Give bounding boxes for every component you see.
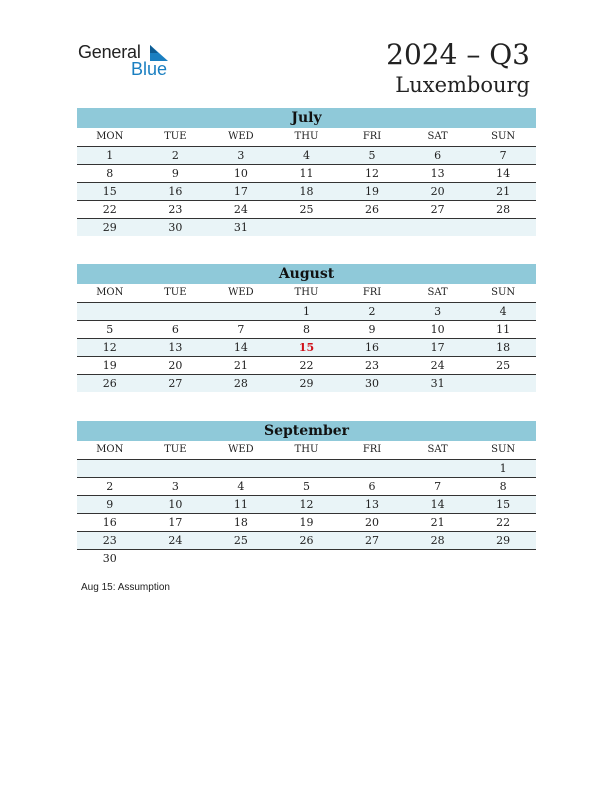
week-row bbox=[77, 165, 536, 183]
weekday-label: SAT bbox=[427, 444, 448, 455]
date-cell: 21 bbox=[430, 516, 445, 529]
date-cell: 19 bbox=[102, 359, 117, 372]
date-cell bbox=[274, 219, 340, 236]
date-cell: 12 bbox=[365, 167, 380, 180]
date-cell: 22 bbox=[496, 516, 511, 529]
date-cell bbox=[208, 550, 274, 567]
date-cell: 25 bbox=[496, 359, 511, 372]
date-cell: 13 bbox=[365, 498, 380, 511]
date-cell bbox=[143, 550, 209, 567]
date-cell: 24 bbox=[430, 359, 445, 372]
date-cell: 4 bbox=[237, 480, 245, 493]
weekday-label: SUN bbox=[491, 131, 516, 142]
month-title: September bbox=[77, 421, 536, 441]
weekday-label: SUN bbox=[491, 444, 516, 455]
date-cell: 29 bbox=[102, 221, 117, 234]
date-cell: 3 bbox=[237, 149, 245, 162]
date-cell: 20 bbox=[430, 185, 445, 198]
weekday-label: THU bbox=[294, 131, 319, 142]
date-cell: 1 bbox=[106, 149, 114, 162]
date-cell: 7 bbox=[237, 323, 245, 336]
date-cell: 6 bbox=[171, 323, 179, 336]
weekday-label: WED bbox=[228, 131, 254, 142]
weekday-label: TUE bbox=[164, 444, 187, 455]
date-cell: 31 bbox=[430, 377, 445, 390]
date-cell: 4 bbox=[302, 149, 310, 162]
date-cell bbox=[208, 460, 274, 477]
weekday-label: SAT bbox=[427, 131, 448, 142]
date-cell bbox=[77, 460, 143, 477]
date-cell bbox=[274, 460, 340, 477]
date-cell: 3 bbox=[171, 480, 179, 493]
date-cell: 27 bbox=[365, 534, 380, 547]
date-cell: 24 bbox=[168, 534, 183, 547]
date-cell: 23 bbox=[102, 534, 117, 547]
date-cell: 30 bbox=[102, 552, 117, 565]
date-cell: 1 bbox=[499, 462, 507, 475]
date-cell: 4 bbox=[499, 305, 507, 318]
date-cell: 7 bbox=[499, 149, 507, 162]
week-row bbox=[77, 375, 536, 392]
page-title: 2024 – Q3 bbox=[386, 38, 530, 71]
date-cell: 14 bbox=[430, 498, 445, 511]
weekday-label: SUN bbox=[491, 287, 516, 298]
month-calendar-august bbox=[77, 264, 536, 392]
date-cell: 8 bbox=[302, 323, 310, 336]
logo-word-blue: Blue bbox=[131, 59, 168, 79]
week-row bbox=[77, 550, 536, 567]
week-row bbox=[77, 357, 536, 375]
date-cell: 30 bbox=[168, 221, 183, 234]
date-cell: 5 bbox=[106, 323, 114, 336]
logo-word-general: General bbox=[78, 42, 141, 62]
date-cell: 9 bbox=[368, 323, 376, 336]
date-cell: 17 bbox=[430, 341, 445, 354]
weekday-label: MON bbox=[96, 444, 124, 455]
generalblue-logo bbox=[78, 40, 178, 80]
date-cell: 28 bbox=[430, 534, 445, 547]
date-cell bbox=[143, 460, 209, 477]
date-cell: 16 bbox=[168, 185, 183, 198]
weekday-label: MON bbox=[96, 131, 124, 142]
weekday-label: FRI bbox=[362, 131, 382, 142]
weekday-label: FRI bbox=[362, 287, 382, 298]
date-cell: 17 bbox=[168, 516, 183, 529]
month-title: July bbox=[77, 108, 536, 128]
date-cell: 19 bbox=[365, 185, 380, 198]
date-cell: 16 bbox=[102, 516, 117, 529]
date-cell: 6 bbox=[368, 480, 376, 493]
week-row bbox=[77, 147, 536, 165]
month-calendar-july bbox=[77, 108, 536, 236]
date-cell: 28 bbox=[496, 203, 511, 216]
week-row bbox=[77, 460, 536, 478]
weekday-label: WED bbox=[228, 444, 254, 455]
date-cell: 9 bbox=[171, 167, 179, 180]
date-cell bbox=[274, 550, 340, 567]
week-row bbox=[77, 532, 536, 550]
weekday-header-row bbox=[77, 284, 536, 303]
date-cell: 5 bbox=[368, 149, 376, 162]
week-row bbox=[77, 183, 536, 201]
week-row bbox=[77, 514, 536, 532]
date-cell bbox=[339, 550, 405, 567]
holiday-date-cell: 15 bbox=[298, 341, 315, 354]
date-cell: 13 bbox=[430, 167, 445, 180]
week-row bbox=[77, 496, 536, 514]
date-cell: 20 bbox=[365, 516, 380, 529]
weekday-label: SAT bbox=[427, 287, 448, 298]
date-cell: 18 bbox=[299, 185, 314, 198]
date-cell: 9 bbox=[106, 498, 114, 511]
date-cell: 31 bbox=[233, 221, 248, 234]
date-cell: 29 bbox=[299, 377, 314, 390]
weekday-label: TUE bbox=[164, 131, 187, 142]
date-cell: 15 bbox=[496, 498, 511, 511]
week-row bbox=[77, 339, 536, 357]
month-calendar-september bbox=[77, 421, 536, 567]
date-cell: 7 bbox=[434, 480, 442, 493]
date-cell: 13 bbox=[168, 341, 183, 354]
country-name: Luxembourg bbox=[395, 73, 530, 97]
date-cell bbox=[339, 460, 405, 477]
weekday-label: FRI bbox=[362, 444, 382, 455]
date-cell bbox=[405, 219, 471, 236]
date-cell bbox=[470, 375, 536, 392]
date-cell: 8 bbox=[499, 480, 507, 493]
date-cell: 8 bbox=[106, 167, 114, 180]
date-cell: 12 bbox=[102, 341, 117, 354]
date-cell: 24 bbox=[233, 203, 248, 216]
date-cell: 16 bbox=[365, 341, 380, 354]
date-cell: 2 bbox=[106, 480, 114, 493]
date-cell: 25 bbox=[233, 534, 248, 547]
date-cell: 29 bbox=[496, 534, 511, 547]
week-row bbox=[77, 219, 536, 236]
date-cell bbox=[339, 219, 405, 236]
date-cell: 18 bbox=[496, 341, 511, 354]
weekday-label: TUE bbox=[164, 287, 187, 298]
date-cell bbox=[405, 460, 471, 477]
date-cell: 11 bbox=[299, 167, 314, 180]
date-cell: 21 bbox=[496, 185, 511, 198]
date-cell bbox=[405, 550, 471, 567]
date-cell: 10 bbox=[233, 167, 248, 180]
date-cell: 21 bbox=[233, 359, 248, 372]
date-cell: 27 bbox=[168, 377, 183, 390]
weekday-label: MON bbox=[96, 287, 124, 298]
holiday-note: Aug 15: Assumption bbox=[81, 582, 170, 593]
date-cell: 2 bbox=[368, 305, 376, 318]
week-row bbox=[77, 303, 536, 321]
date-cell: 30 bbox=[365, 377, 380, 390]
date-cell: 11 bbox=[496, 323, 511, 336]
date-cell: 19 bbox=[299, 516, 314, 529]
date-cell: 10 bbox=[430, 323, 445, 336]
date-cell: 28 bbox=[233, 377, 248, 390]
weekday-label: THU bbox=[294, 444, 319, 455]
weekday-label: THU bbox=[294, 287, 319, 298]
date-cell: 6 bbox=[434, 149, 442, 162]
date-cell: 26 bbox=[102, 377, 117, 390]
date-cell: 14 bbox=[233, 341, 248, 354]
date-cell: 23 bbox=[365, 359, 380, 372]
date-cell: 10 bbox=[168, 498, 183, 511]
month-title: August bbox=[77, 264, 536, 284]
date-cell bbox=[470, 219, 536, 236]
week-row bbox=[77, 478, 536, 496]
date-cell: 5 bbox=[302, 480, 310, 493]
date-cell: 3 bbox=[434, 305, 442, 318]
date-cell bbox=[470, 550, 536, 567]
date-cell: 26 bbox=[299, 534, 314, 547]
date-cell: 22 bbox=[299, 359, 314, 372]
week-row bbox=[77, 321, 536, 339]
date-cell: 1 bbox=[302, 305, 310, 318]
date-cell: 27 bbox=[430, 203, 445, 216]
date-cell bbox=[143, 303, 209, 320]
date-cell: 25 bbox=[299, 203, 314, 216]
date-cell: 23 bbox=[168, 203, 183, 216]
date-cell: 26 bbox=[365, 203, 380, 216]
weekday-header-row bbox=[77, 128, 536, 147]
date-cell: 15 bbox=[102, 185, 117, 198]
date-cell: 18 bbox=[233, 516, 248, 529]
date-cell: 2 bbox=[171, 149, 179, 162]
week-row bbox=[77, 201, 536, 219]
date-cell: 20 bbox=[168, 359, 183, 372]
date-cell: 12 bbox=[299, 498, 314, 511]
date-cell: 14 bbox=[496, 167, 511, 180]
date-cell: 17 bbox=[233, 185, 248, 198]
weekday-label: WED bbox=[228, 287, 254, 298]
date-cell: 22 bbox=[102, 203, 117, 216]
date-cell: 11 bbox=[233, 498, 248, 511]
date-cell bbox=[208, 303, 274, 320]
date-cell bbox=[77, 303, 143, 320]
weekday-header-row bbox=[77, 441, 536, 460]
